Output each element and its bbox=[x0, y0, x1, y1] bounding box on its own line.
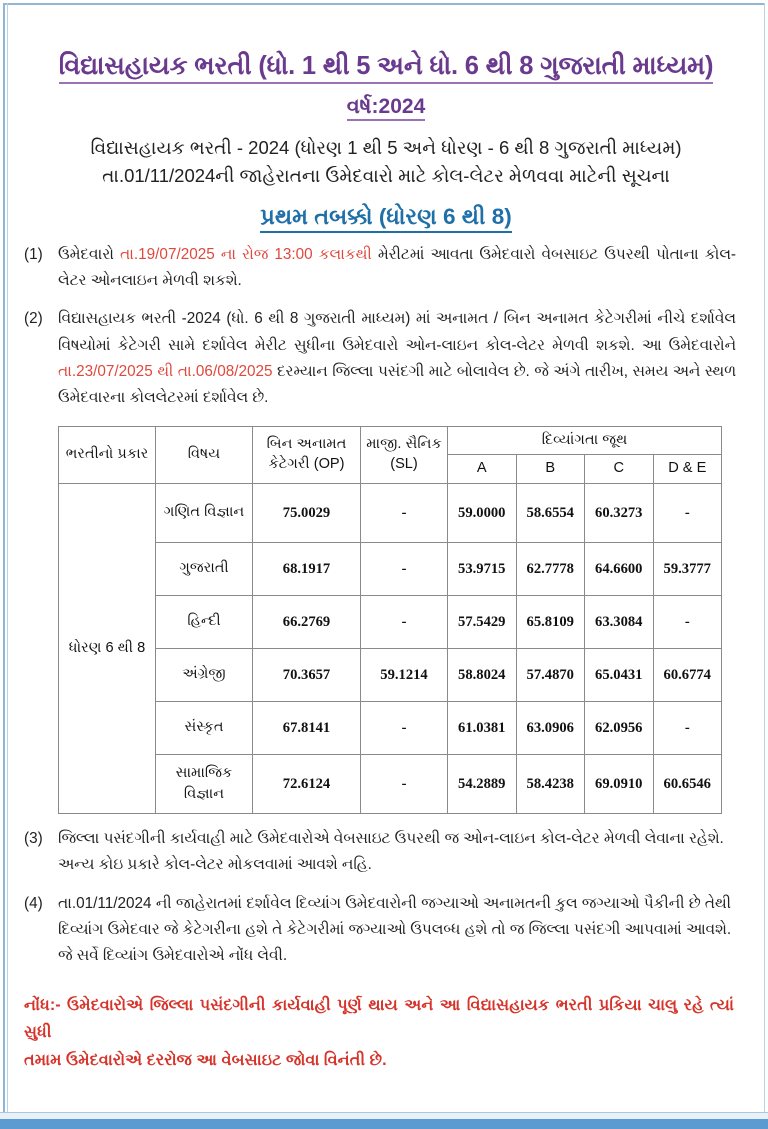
clause-text-run: મેરીટમાં આવતા ઉમેદવારો વેબસાઇટ ઉપરથી પોતાના કોલ-લેટર ઓનલાઇન મેળવી શકશે. bbox=[58, 245, 736, 290]
frame-left-rule bbox=[3, 3, 5, 1115]
cell-ex-serviceman: - bbox=[361, 596, 448, 649]
clause-item bbox=[14, 242, 758, 295]
subtitle-block bbox=[14, 119, 758, 191]
cell-disability-c: 65.0431 bbox=[585, 649, 654, 702]
frame-right-rule bbox=[764, 3, 765, 1115]
cell-disability-de: - bbox=[653, 596, 722, 649]
header-disability-group: દિવ્યાંગતા જૂથ bbox=[448, 426, 722, 455]
clause-item bbox=[14, 891, 758, 970]
clause-text-run: વિદ્યાસહાયક ભરતી -2024 (ધો. 6 થી 8 ગુજરાતી માધ્યમ) માં અનામત / બિન અનામત કેટેગરીમાં નીચે દર્શાવેલ વિષયોમાં કેટેગરી સામે દર્શાવેલ મેરીટ સુધીના ઉમેદવારો ઓન-લાઇન કોલ-લેટર મેળવી શકશે. આ ઉમેદવારોને bbox=[58, 310, 736, 354]
page-title bbox=[14, 0, 758, 81]
final-note bbox=[14, 970, 758, 1075]
cell-disability-a: 58.8024 bbox=[448, 649, 517, 702]
cell-ex-serviceman: 59.1214 bbox=[361, 649, 448, 702]
cell-disability-de: 60.6774 bbox=[653, 649, 722, 702]
frame-left-inner-rule bbox=[7, 3, 8, 1115]
clause-text bbox=[58, 891, 736, 970]
cell-subject: સંસ્કૃત bbox=[156, 702, 253, 755]
header-open-category: બિન અનામત કેટેગરી (OP) bbox=[253, 426, 361, 483]
clause-text-run: ઉમેદવારો bbox=[58, 245, 121, 263]
cell-disability-b: 65.8109 bbox=[516, 596, 585, 649]
cell-ex-serviceman: - bbox=[361, 755, 448, 814]
document-content bbox=[14, 0, 758, 1108]
cell-disability-de: 59.3777 bbox=[653, 543, 722, 596]
cell-disability-b: 62.7778 bbox=[516, 543, 585, 596]
table-row bbox=[59, 755, 722, 814]
clause-item bbox=[14, 306, 758, 411]
cell-disability-de: 60.6546 bbox=[653, 755, 722, 814]
cell-open-category: 75.0029 bbox=[253, 484, 361, 543]
year-heading bbox=[14, 81, 758, 119]
cell-open-category: 67.8141 bbox=[253, 702, 361, 755]
cell-disability-a: 61.0381 bbox=[448, 702, 517, 755]
cell-subject: હિન્દી bbox=[156, 596, 253, 649]
clause-number: (1) bbox=[24, 245, 43, 263]
clause-number: (2) bbox=[24, 310, 43, 328]
cell-disability-a: 57.5429 bbox=[448, 596, 517, 649]
cell-disability-b: 58.4238 bbox=[516, 755, 585, 814]
cell-disability-de: - bbox=[653, 484, 722, 543]
header-recruitment-type: ભરતીનો પ્રકાર bbox=[59, 426, 156, 483]
cell-disability-b: 63.0906 bbox=[516, 702, 585, 755]
cell-disability-a: 59.0000 bbox=[448, 484, 517, 543]
clause-text bbox=[58, 306, 736, 411]
table-row bbox=[59, 543, 722, 596]
merit-table-container bbox=[14, 412, 758, 814]
merit-table bbox=[58, 426, 722, 814]
merit-table-body bbox=[59, 484, 722, 814]
table-row bbox=[59, 484, 722, 543]
header-subject: વિષય bbox=[156, 426, 253, 483]
table-row bbox=[59, 702, 722, 755]
clause-text-run: જિલ્લા પસંદગીની કાર્યવાહી માટે ઉમેદવારોએ વેબસાઇટ ઉપરથી જ ઓન-લાઇન કોલ-લેટર મેળવી લેવાના રહેશે. અન્ય કોઇ પ્રકારે કોલ-લેટર મોકલવામાં આવશે નહિ. bbox=[58, 830, 724, 874]
clause-text bbox=[58, 242, 736, 295]
subtitle-line-2: તા.01/11/2024ની જાહેરાતના ઉમેદવારો માટે કોલ-લેટર મેળવવા માટેની સૂચના bbox=[102, 165, 670, 187]
clause-highlight-date: તા.19/07/2025 ના રોજ 13:00 કલાકથી bbox=[120, 245, 372, 263]
header-ex-serviceman: માજી. સૈનિક (SL) bbox=[361, 426, 448, 483]
clause-list-bottom bbox=[14, 826, 758, 969]
header-disability-a: A bbox=[448, 455, 517, 484]
clause-number: (4) bbox=[24, 894, 43, 912]
table-header-row-1 bbox=[59, 426, 722, 455]
cell-ex-serviceman: - bbox=[361, 484, 448, 543]
clause-item bbox=[14, 826, 758, 879]
cell-disability-a: 54.2889 bbox=[448, 755, 517, 814]
cell-disability-c: 62.0956 bbox=[585, 702, 654, 755]
phase-heading bbox=[14, 191, 758, 230]
year-heading-text: વર્ષ:2024 bbox=[347, 95, 426, 121]
cell-disability-a: 53.9715 bbox=[448, 543, 517, 596]
final-note-line-2: તમામ ઉમેદવારોએ દરરોજ આ વેબસાઇટ જોવા વિનંતી છે. bbox=[24, 1050, 387, 1069]
cell-subject: ગુજરાતી bbox=[156, 543, 253, 596]
cell-disability-c: 64.6600 bbox=[585, 543, 654, 596]
cell-ex-serviceman: - bbox=[361, 543, 448, 596]
phase-heading-text: પ્રથમ તબક્કો (ધોરણ 6 થી 8) bbox=[260, 204, 512, 233]
cell-open-category: 70.3657 bbox=[253, 649, 361, 702]
clause-list-top bbox=[14, 242, 758, 412]
clause-text-run: તા.01/11/2024 ની જાહેરાતમાં દર્શાવેલ દિવ્યાંગ ઉમેદવારોની જગ્યાઓ અનામતની કુલ જગ્યાઓ પૈકીની છે તેથી દિવ્યાંગ ઉમેદવાર જે કેટેગરીના હશે તે કેટેગરીમાં જગ્યાઓ ઉપલબ્ધ હશે તો જ જિલ્લા પસંદગી આપવામાં આવશે. જે સર્વે દિવ્યાંગ ઉમેદવારોએ નોંધ લેવી. bbox=[58, 894, 732, 965]
cell-subject: સામાજિક વિજ્ઞાન bbox=[156, 755, 253, 814]
clause-text-run: દરમ્યાન જિલ્લા પસંદગી માટે બોલાવેલ છે. જે અંગે તારીખ, સમય અને સ્થળ ઉમેદવારના કોલલેટરમાં દર્શાવેલ છે. bbox=[58, 363, 736, 407]
header-disability-c: C bbox=[585, 455, 654, 484]
cell-open-category: 68.1917 bbox=[253, 543, 361, 596]
table-row bbox=[59, 649, 722, 702]
clause-highlight-date: તા.23/07/2025 થી તા.06/08/2025 bbox=[58, 363, 273, 381]
cell-recruitment-type: ધોરણ 6 થી 8 bbox=[59, 484, 156, 814]
page-title-text: વિદ્યાસહાયક ભરતી (ધો. 1 થી 5 અને ધો. 6 થી 8 ગુજરાતી માધ્યમ) bbox=[59, 52, 714, 84]
cell-disability-b: 57.4870 bbox=[516, 649, 585, 702]
table-row bbox=[59, 596, 722, 649]
final-note-line-1: નોંધ:- ઉમેદવારોએ જિલ્લા પસંદગીની કાર્યવાહી પૂર્ણ થાય અને આ વિદ્યાસહાયક ભરતી પ્રકિયા ચાલુ રહે ત્યાં સુધી bbox=[24, 995, 734, 1042]
cell-disability-c: 69.0910 bbox=[585, 755, 654, 814]
cell-ex-serviceman: - bbox=[361, 702, 448, 755]
merit-table-head bbox=[59, 426, 722, 483]
header-disability-de: D & E bbox=[653, 455, 722, 484]
subtitle-line-1: વિદ્યાસહાયક ભરતી - 2024 (ધોરણ 1 થી 5 અને ધોરણ - 6 થી 8 ગુજરાતી માધ્યમ) bbox=[90, 136, 682, 158]
cell-subject: ગણિત વિજ્ઞાન bbox=[156, 484, 253, 543]
cell-subject: અંગ્રેજી bbox=[156, 649, 253, 702]
clause-number: (3) bbox=[24, 830, 43, 848]
cell-open-category: 66.2769 bbox=[253, 596, 361, 649]
cell-open-category: 72.6124 bbox=[253, 755, 361, 814]
header-disability-b: B bbox=[516, 455, 585, 484]
cell-disability-c: 63.3084 bbox=[585, 596, 654, 649]
cell-disability-c: 60.3273 bbox=[585, 484, 654, 543]
frame-bottom-band bbox=[0, 1112, 768, 1129]
cell-disability-b: 58.6554 bbox=[516, 484, 585, 543]
cell-disability-de: - bbox=[653, 702, 722, 755]
clause-text bbox=[58, 826, 736, 879]
